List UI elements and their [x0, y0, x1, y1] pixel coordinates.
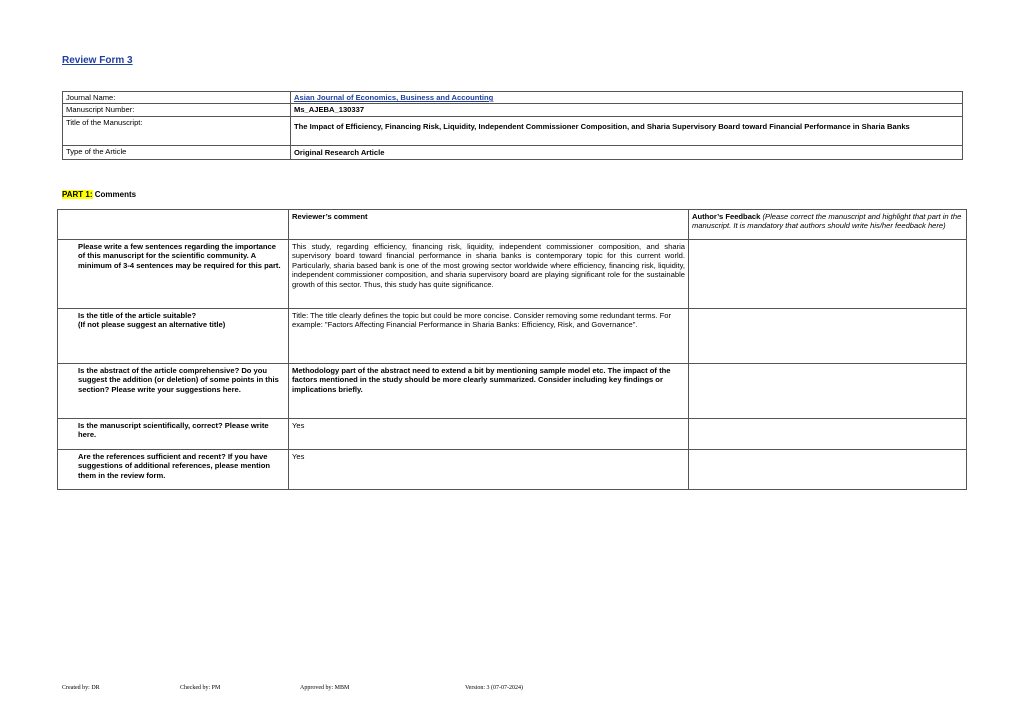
- author-feedback-header: [689, 210, 967, 240]
- reviewer-comment-cell: Methodology part of the abstract need to extend a bit by mentioning sample model etc. The impact of the factors mentioned in the study should be more clearly summarized. Consider including key findings or implications briefly.: [289, 364, 689, 419]
- question-header-cell: [58, 210, 289, 240]
- comment-row: [58, 450, 967, 490]
- footer-created-by: Created by: DR: [62, 685, 100, 691]
- journal-name-row: [63, 92, 963, 104]
- reviewer-comment-cell: Yes: [289, 419, 689, 450]
- author-feedback-cell[interactable]: [689, 419, 967, 450]
- comment-row: [58, 419, 967, 450]
- manuscript-title-row: [63, 116, 963, 145]
- question-cell: Are the references sufficient and recent? If you have suggestions of additional references, please mention them in the review form.: [58, 450, 289, 490]
- question-cell: Please write a few sentences regarding the importance of this manuscript for the scientific community. A minimum of 3-4 sentences may be required for this part.: [58, 240, 289, 309]
- part1-header: [62, 190, 136, 199]
- part1-label: PART 1:: [62, 190, 93, 199]
- manuscript-number-label: Manuscript Number:: [63, 104, 291, 116]
- manuscript-title-label: Title of the Manuscript:: [63, 116, 291, 145]
- article-type-row: [63, 145, 963, 159]
- author-feedback-header-note: (Please correct the manuscript and highlight that part in the manuscript. It is mandatory that authors should write his/her feedback here): [692, 212, 962, 231]
- comments-table: [57, 209, 967, 490]
- question-cell: Is the abstract of the article comprehensive? Do you suggest the addition (or deletion) of some points in this section? Please write your suggestions here.: [58, 364, 289, 419]
- comment-row: [58, 309, 967, 364]
- comments-header-row: [58, 210, 967, 240]
- footer-approved-by: Approved by: MBM: [300, 685, 350, 691]
- reviewer-comment-cell: This study, regarding efficiency, financing risk, liquidity, independent commissioner composition, and sharia supervisory board toward financial performance in sharia banks is contemporary topic for this current world. Particularly, sharia based bank is one of the most growing sector worldwide where efficiency, financing risk, liquidity, independent commissioner composition, and sharia supervisory board are playing significant role for the sustainable growth of this sector. Thus, this study has quite significance.: [289, 240, 689, 309]
- footer-version: Version: 3 (07-07-2024): [465, 685, 523, 691]
- reviewer-comment-cell: Yes: [289, 450, 689, 490]
- author-feedback-cell[interactable]: [689, 450, 967, 490]
- article-type-value: Original Research Article: [291, 145, 963, 159]
- author-feedback-cell[interactable]: [689, 309, 967, 364]
- comment-row: [58, 240, 967, 309]
- author-feedback-cell[interactable]: [689, 240, 967, 309]
- manuscript-number-row: [63, 104, 963, 116]
- article-type-label: Type of the Article: [63, 145, 291, 159]
- journal-name-link[interactable]: Asian Journal of Economics, Business and Accounting: [294, 93, 494, 102]
- question-cell: Is the manuscript scientifically, correct? Please write here.: [58, 419, 289, 450]
- journal-name-label: Journal Name:: [63, 92, 291, 104]
- reviewer-comment-cell: Title: The title clearly defines the topic but could be more concise. Consider removing some redundant terms. For example: "Factors Affecting Financial Performance in Sharia Banks: Efficiency, Risk, and Governance".: [289, 309, 689, 364]
- form-title: Review Form 3: [62, 55, 133, 66]
- manuscript-title-value: The Impact of Efficiency, Financing Risk, Liquidity, Independent Commissioner Composition, and Sharia Supervisory Board toward Financial Performance in Sharia Banks: [291, 116, 963, 145]
- comment-row: [58, 364, 967, 419]
- part1-title: Comments: [94, 190, 137, 199]
- footer-checked-by: Checked by: PM: [180, 685, 221, 691]
- author-feedback-cell[interactable]: [689, 364, 967, 419]
- question-cell: Is the title of the article suitable? (If not please suggest an alternative title): [58, 309, 289, 364]
- manuscript-number-value: Ms_AJEBA_130337: [291, 104, 963, 116]
- manuscript-info-table: [62, 91, 963, 160]
- reviewer-comment-header: Reviewer’s comment: [289, 210, 689, 240]
- journal-name-cell: [291, 92, 963, 104]
- author-feedback-header-title: Author’s Feedback: [692, 212, 761, 221]
